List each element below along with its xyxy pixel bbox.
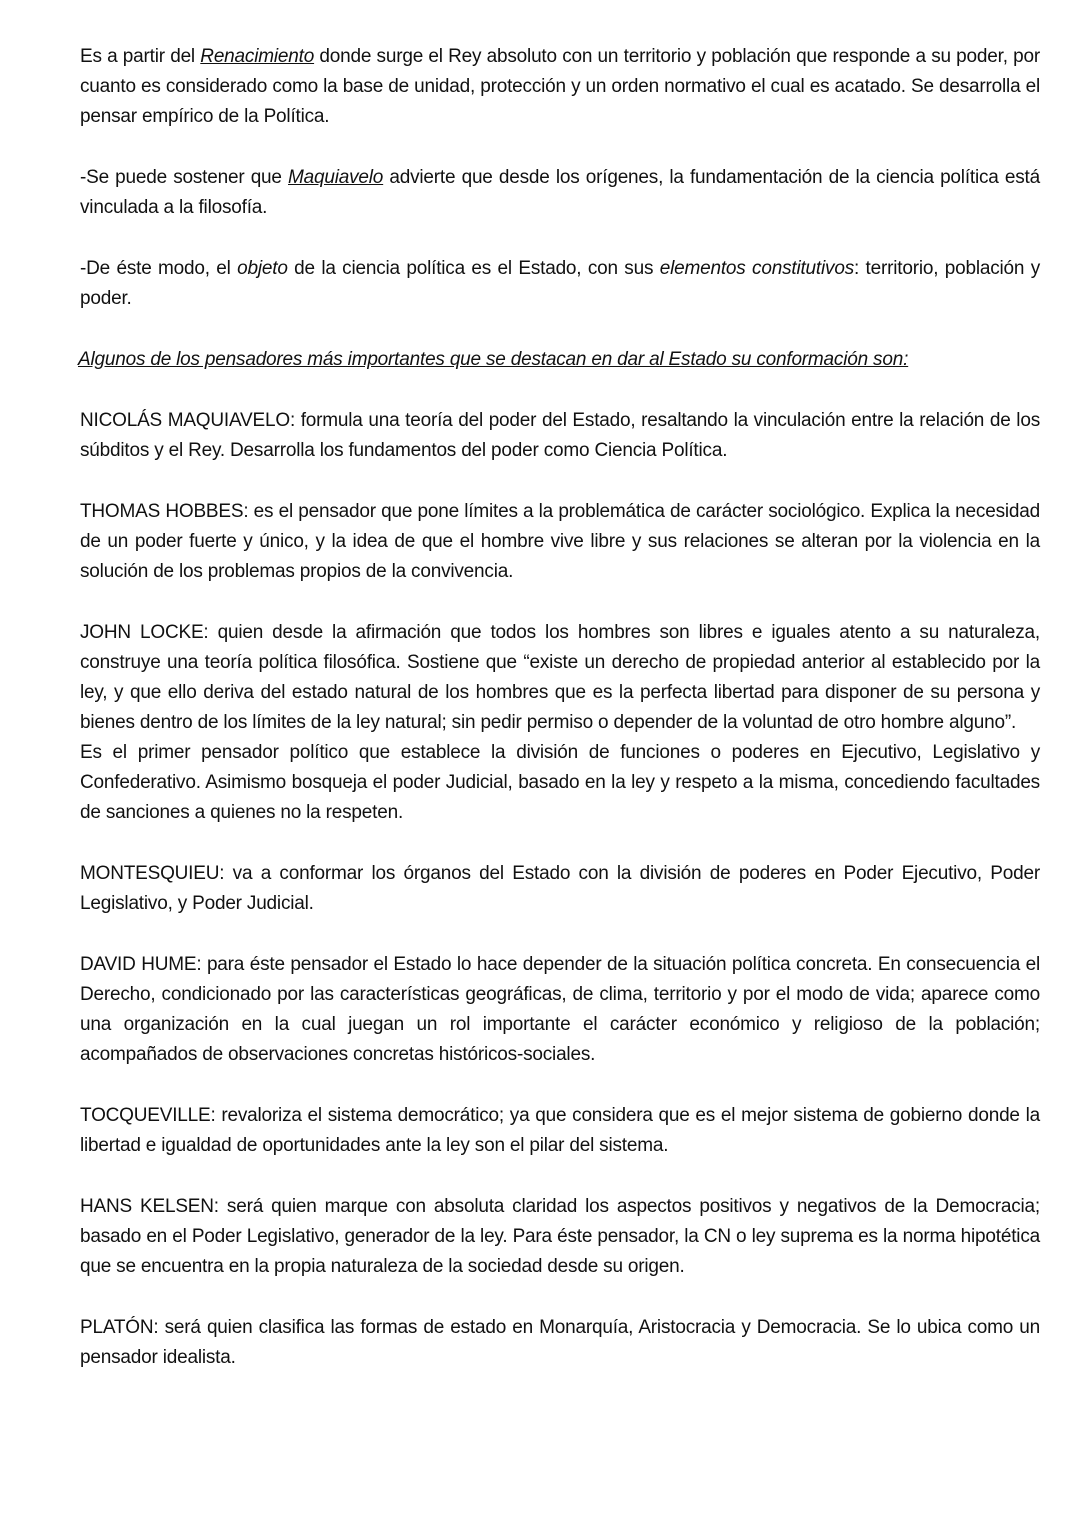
paragraph-platon: PLATÓN: será quien clasifica las formas de estado en Monarquía, Aristocracia y Democracia. Se lo ubica como un pensador idealista.	[80, 1317, 1040, 1368]
text-segment: advierte que desde los orígenes, la fundamentación de la ciencia política está vinculada a la filosofía.	[80, 167, 1040, 218]
paragraph-locke-continued: Es el primer pensador político que establece la división de funciones o poderes en Ejecutivo, Legislativo y Confederativo. Asimismo bosqueja el poder Judicial, basado en la ley y respeto a la misma, concediendo facultades de sanciones a quienes no la respeten.	[80, 742, 1040, 823]
term-maquiavelo: Maquiavelo	[288, 167, 384, 188]
text-segment: -De éste modo, el	[80, 258, 238, 279]
text-segment: de la ciencia política es el Estado, con sus	[287, 258, 660, 279]
document-page	[80, 42, 1040, 1404]
text-segment: -Se puede sostener que	[80, 167, 288, 188]
paragraph-maquiavelo-intro	[80, 163, 1040, 223]
paragraph-tocqueville: TOCQUEVILLE: revaloriza el sistema democrático; ya que considera que es el mejor sistema de gobierno donde la libertad e igualdad de oportunidades ante la ley son el pilar del sistema.	[80, 1105, 1040, 1156]
term-renacimiento: Renacimiento	[200, 46, 315, 67]
term-objeto: objeto	[237, 258, 288, 279]
paragraph-hume: DAVID HUME: para éste pensador el Estado lo hace depender de la situación política concreta. En consecuencia el Derecho, condicionado por las características geográficas, de clima, territorio y por el modo de vida; aparece como una organización en la cual juegan un rol importante el carácter económico y religioso de la población; acompañados de observaciones concretas históricos-sociales.	[80, 954, 1040, 1065]
paragraph-kelsen: HANS KELSEN: será quien marque con absoluta claridad los aspectos positivos y negativos de la Democracia; basado en el Poder Legislativo, generador de la ley. Para éste pensador, la CN o ley suprema es la norma hipotética que se encuentra en la propia naturaleza de la sociedad desde su origen.	[80, 1196, 1040, 1277]
paragraph-objeto	[80, 254, 1040, 314]
term-elementos-constitutivos: elementos constitutivos	[659, 258, 854, 279]
paragraph-locke: JOHN LOCKE: quien desde la afirmación que todos los hombres son libres e iguales atento a su naturaleza, construye una teoría política filosófica. Sostiene que “existe un derecho de propiedad anterior al establecido por la ley, y que ello deriva del estado natural de los hombres que es la perfecta libertad para disponer de su persona y bienes dentro de los límites de la ley natural; sin pedir permiso o depender de la voluntad de otro hombre alguno”.	[80, 622, 1040, 733]
section-heading: Algunos de los pensadores más importantes que se destacan en dar al Estado su conformación son:	[78, 349, 909, 370]
paragraph-hobbes: THOMAS HOBBES: es el pensador que pone límites a la problemática de carácter sociológico. Explica la necesidad de un poder fuerte y único, y la idea de que el hombre vive libre y sus relaciones se alteran por la violencia en la solución de los problemas propios de la convivencia.	[80, 501, 1040, 582]
text-segment: donde surge el Rey absoluto con un territorio y población que responde a su poder, por cuanto es considerado como la base de unidad, protección y un orden normativo el cual es acatado. Se desarrolla el pensar empírico de la Política.	[80, 46, 1040, 127]
paragraph-montesquieu: MONTESQUIEU: va a conformar los órganos del Estado con la división de poderes en Poder Ejecutivo, Poder Legislativo, y Poder Judicial.	[80, 863, 1040, 914]
paragraph-renacimiento	[80, 42, 1040, 132]
text-segment: : territorio, población y poder.	[80, 258, 1041, 309]
text-segment: Es a partir del	[80, 46, 201, 67]
paragraph-maquiavelo: NICOLÁS MAQUIAVELO: formula una teoría del poder del Estado, resaltando la vinculación entre la relación de los súbditos y el Rey. Desarrolla los fundamentos del poder como Ciencia Política.	[80, 410, 1040, 461]
